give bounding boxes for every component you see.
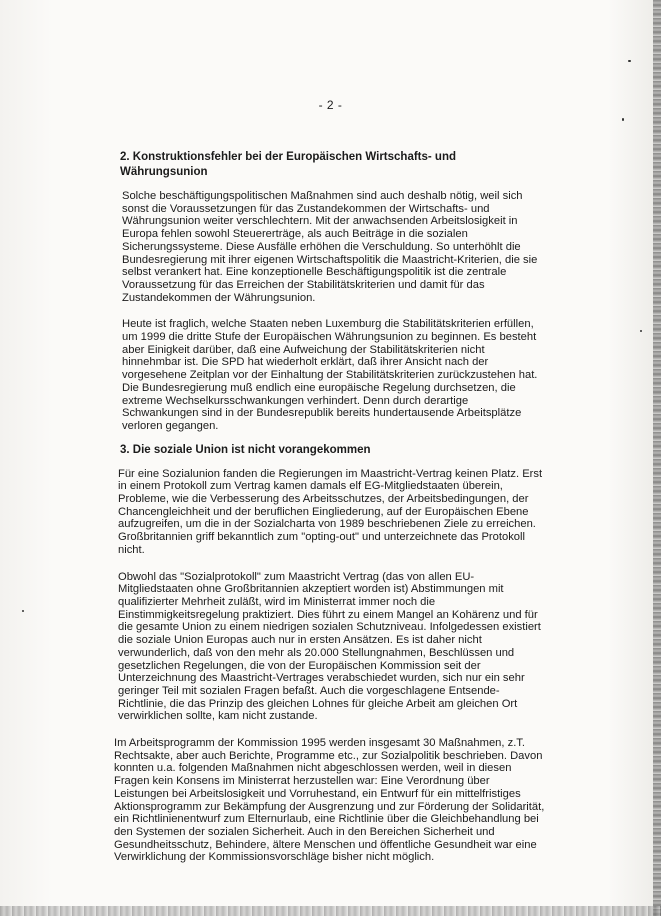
section-3-continued [116, 737, 546, 864]
section-3 [116, 443, 546, 723]
paragraph: Heute ist fraglich, welche Staaten neben Luxemburg die Stabilitätskriterien erfüllen, um 1999 die dritte Stufe der Europäischen Währungsunion zu beginnen. Es besteht aber Einigkeit darüber, daß eine Aufweichung der Stabilitätskriterien nicht hinnehmbar ist. Die SPD hat wiederholt erklärt, daß ihrer Ansicht nach der vorgesehene Zeitplan vor der Einhaltung der Stabilitätskriterien zurückzustehen hat. Die Bundesregierung muß endlich eine europäische Regelung durchsetzen, die extreme Wechselkursschwankungen verhindert. Denn durch derartige Schwankungen sind in der Bundesrepublik bereits hundertausende Arbeitsplätze verloren gegangen. [122, 318, 538, 432]
paragraph: Für eine Sozialunion fanden die Regierungen im Maastricht-Vertrag keinen Platz. Erst in einem Protokoll zum Vertrag kamen damals elf EG-Mitgliedstaaten überein, Probleme, wie die Verbesserung des Arbeitsschutzes, der Arbeitsbedingungen, der Chancengleichheit und der beruflichen Eingliederung, auf der Europäischen Ebene aufzugreifen, um die in der Sozialcharta von 1989 beschriebenen Ziele zu erreichen. Großbritannien griff bekanntlich zum "opting-out" und unterzeichnete das Protokoll nicht. [118, 467, 543, 556]
scan-speck [622, 118, 624, 121]
scan-edge-right [653, 0, 661, 916]
paragraph: Im Arbeitsprogramm der Kommission 1995 werden insgesamt 30 Maßnahmen, z.T. Rechtsakte, aber auch Berichte, Programme etc., zur Sozialpolitik beschrieben. Davon konnten u.a. folgenden Maßnahmen nicht abgeschlossen werden, weil in diesen Fragen kein Konsens im Ministerrat herzustellen war: Eine Verordnung über Leistungen bei Arbeitslosigkeit und Vorruhestand, ein Entwurf für ein mittelfristiges Aktionsprogramm zur Bekämpfung der Ausgrenzung und zur Förderung der Solidarität, ein Richtlinienentwurf zum Elternurlaub, eine Richtlinie über die Gleichbehandlung bei den Systemen der sozialen Sicherheit. Auch in den Bereichen Sicherheit und Gesundheitsschutz, Behindere, ältere Menschen und öffentliche Gesundheit war eine Verwirklichung der Kommissionsvorschläge bisher nicht möglich. [114, 737, 545, 864]
paragraph: Solche beschäftigungspolitischen Maßnahmen sind auch deshalb nötig, weil sich sonst die Voraussetzungen für das Zustandekommen der Wirtschafts- und Währungsunion weiter verschlechtern. Mit der anwachsenden Arbeitslosigkeit in Europa fehlen sowohl Steuererträge, als auch Beiträge in die sozialen Sicherungssysteme. Diese Ausfälle erhöhen die Verschuldung. So unterhöhlt die Bundesregierung mit ihrer eigenen Wirtschaftspolitik die Maastricht-Kriterien, die sie selbst verankert hat. Eine konzeptionelle Beschäftigungspolitik ist die zentrale Voraussetzung für das Erreichen der Stabilitätskriterien und damit für das Zustandekommen der Währungsunion. [122, 190, 538, 304]
section-heading: 3. Die soziale Union ist nicht vorangekommen [120, 443, 371, 456]
section-heading: 2. Konstruktionsfehler bei der Europäischen Wirtschafts- und Währungsunion [120, 151, 457, 178]
paragraph: Obwohl das "Sozialprotokoll" zum Maastricht Vertrag (das von allen EU-Mitgliedstaaten ohne Großbritannien akzeptiert worden ist) Abstimmungen mit qualifizierter Mehrheit zuläßt, wird im Ministerrat immer noch die Einstimmigkeitsregelung praktiziert. Dies führt zu einem Mangel an Kohärenz und für die gesamte Union zu einem niedrigen sozialen Schutzniveau. Infolgedessen existiert die soziale Union Europas auch nur in ersten Ansätzen. Es ist daher nicht verwunderlich, daß von den mehr als 20.000 Stellungnahmen, Beschlüssen und gesetzlichen Regelungen, die von der Europäischen Kommission seit der Unterzeichnung des Maastricht-Vertrages verabschiedet wurden, sich nur ein sehr geringer Teil mit sozialen Fragen befaßt. Auch die vorgeschlagene Entsende-Richtlinie, die das Prinzip des gleichen Lohnes für gleiche Arbeit am gleichen Ort verwirklichen sollte, kam nicht zustande. [118, 570, 541, 723]
section-2 [116, 150, 546, 433]
scan-edge-bottom [0, 906, 661, 916]
scan-speck [22, 610, 24, 612]
scan-speck [628, 60, 631, 62]
page-number: - 2 - [318, 98, 343, 112]
document-body [116, 150, 546, 878]
scan-speck [640, 330, 642, 332]
